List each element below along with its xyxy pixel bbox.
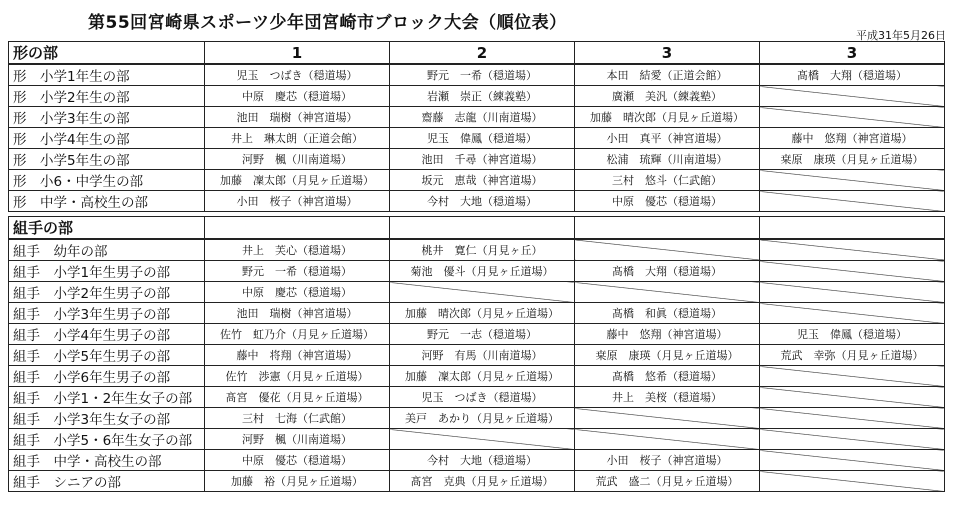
event-name: 組手 小学1・2年生女子の部: [9, 387, 205, 408]
result-cell: 髙橋 大翔（穏道場）: [760, 64, 945, 86]
table-row: [9, 387, 945, 408]
result-cell: 池田 千尋（神宮道場）: [390, 149, 575, 170]
results-table: [8, 41, 945, 492]
empty-result-cell: [760, 261, 945, 282]
result-cell: 加藤 凜太郎（月見ヶ丘道場）: [205, 170, 390, 191]
table-row: [9, 345, 945, 366]
result-cell: 藤中 悠翔（神宮道場）: [575, 324, 760, 345]
event-name: 形 小学5年生の部: [9, 149, 205, 170]
event-name: 組手 中学・高校生の部: [9, 450, 205, 471]
result-cell: 荒武 盛二（月見ヶ丘道場）: [575, 471, 760, 492]
result-cell: 池田 瑞樹（神宮道場）: [205, 107, 390, 128]
result-cell: 井上 芙心（穏道場）: [205, 239, 390, 261]
result-cell: 加藤 晴次郎（月見ヶ丘道場）: [390, 303, 575, 324]
empty-result-cell: [760, 170, 945, 191]
event-name: 形 小学1年生の部: [9, 64, 205, 86]
table-row: [9, 366, 945, 387]
result-cell: 野元 一志（穏道場）: [390, 324, 575, 345]
result-cell: 齋藤 志龍（川南道場）: [390, 107, 575, 128]
table-row: [9, 471, 945, 492]
empty-result-cell: [575, 408, 760, 429]
event-name: 組手 小学3年生男子の部: [9, 303, 205, 324]
table-row: [9, 239, 945, 261]
result-cell: 松浦 琉輝（川南道場）: [575, 149, 760, 170]
event-name: 形 小学2年生の部: [9, 86, 205, 107]
section-label-kumite: 組手の部: [9, 217, 205, 240]
event-name: 形 中学・高校生の部: [9, 191, 205, 212]
empty-result-cell: [390, 282, 575, 303]
kumite-header-row: [9, 217, 945, 240]
result-cell: 三村 七海（仁武館）: [205, 408, 390, 429]
event-name: 組手 小学5年生男子の部: [9, 345, 205, 366]
result-cell: 髙宮 優花（月見ヶ丘道場）: [205, 387, 390, 408]
empty-result-cell: [760, 450, 945, 471]
result-cell: 小田 桜子（神宮道場）: [205, 191, 390, 212]
result-cell: 中原 慶芯（穏道場）: [205, 86, 390, 107]
result-cell: 加藤 凜太郎（月見ヶ丘道場）: [390, 366, 575, 387]
table-row: [9, 303, 945, 324]
table-row: [9, 64, 945, 86]
result-cell: 髙橋 大翔（穏道場）: [575, 261, 760, 282]
table-row: [9, 450, 945, 471]
result-cell: 井上 琳太朗（正道会館）: [205, 128, 390, 149]
event-name: 組手 小学2年生男子の部: [9, 282, 205, 303]
result-cell: 池田 瑞樹（神宮道場）: [205, 303, 390, 324]
result-cell: 井上 美桜（穏道場）: [575, 387, 760, 408]
result-cell: 児玉 つばき（穏道場）: [390, 387, 575, 408]
empty-result-cell: [760, 387, 945, 408]
result-cell: 今村 大地（穏道場）: [390, 191, 575, 212]
table-row: [9, 128, 945, 149]
result-cell: 佐竹 虹乃介（月見ヶ丘道場）: [205, 324, 390, 345]
result-cell: 中原 優芯（穏道場）: [205, 450, 390, 471]
result-cell: 枽原 康瑛（月見ヶ丘道場）: [760, 149, 945, 170]
section-label-kata: 形の部: [9, 42, 205, 65]
result-cell: 坂元 恵哉（神宮道場）: [390, 170, 575, 191]
result-cell: 野元 一希（穏道場）: [390, 64, 575, 86]
result-cell: 小田 桜子（神宮道場）: [575, 450, 760, 471]
result-cell: 菊池 優斗（月見ヶ丘道場）: [390, 261, 575, 282]
result-cell: 河野 楓（川南道場）: [205, 429, 390, 450]
table-row: [9, 324, 945, 345]
event-name: 組手 小学6年生男子の部: [9, 366, 205, 387]
result-cell: 加藤 晴次郎（月見ヶ丘道場）: [575, 107, 760, 128]
event-name: 組手 小学1年生男子の部: [9, 261, 205, 282]
table-row: [9, 170, 945, 191]
event-name: 組手 小学3年生女子の部: [9, 408, 205, 429]
result-cell: 小田 真平（神宮道場）: [575, 128, 760, 149]
result-cell: 岩瀬 崇正（練義塾）: [390, 86, 575, 107]
result-cell: 枽原 康瑛（月見ヶ丘道場）: [575, 345, 760, 366]
rank-column-header: 3: [575, 42, 760, 65]
result-cell: 本田 結愛（正道会館）: [575, 64, 760, 86]
table-row: [9, 408, 945, 429]
result-cell: 佐竹 渉憲（月見ヶ丘道場）: [205, 366, 390, 387]
blank-header-cell: [760, 217, 945, 240]
document-title: 第55回宮崎県スポーツ少年団宮崎市ブロック大会（順位表）: [88, 13, 567, 33]
result-cell: 河野 有馬（川南道場）: [390, 345, 575, 366]
result-cell: 野元 一希（穏道場）: [205, 261, 390, 282]
result-cell: 三村 悠斗（仁武館）: [575, 170, 760, 191]
empty-result-cell: [760, 239, 945, 261]
rank-column-header: 3: [760, 42, 945, 65]
blank-header-cell: [575, 217, 760, 240]
result-cell: 髙橋 悠希（穏道場）: [575, 366, 760, 387]
result-cell: 藤中 悠翔（神宮道場）: [760, 128, 945, 149]
result-cell: 児玉 つばき（穏道場）: [205, 64, 390, 86]
result-cell: 髙宮 克典（月見ヶ丘道場）: [390, 471, 575, 492]
empty-result-cell: [575, 429, 760, 450]
rank-column-header: 2: [390, 42, 575, 65]
empty-result-cell: [760, 191, 945, 212]
event-name: 形 小学3年生の部: [9, 107, 205, 128]
empty-result-cell: [760, 408, 945, 429]
event-name: 形 小6・中学生の部: [9, 170, 205, 191]
blank-header-cell: [390, 217, 575, 240]
rank-column-header: 1: [205, 42, 390, 65]
result-cell: 荒武 幸弥（月見ヶ丘道場）: [760, 345, 945, 366]
table-row: [9, 191, 945, 212]
empty-result-cell: [760, 471, 945, 492]
empty-result-cell: [760, 86, 945, 107]
event-name: 組手 シニアの部: [9, 471, 205, 492]
table-row: [9, 282, 945, 303]
result-cell: 児玉 偉鳳（穏道場）: [760, 324, 945, 345]
empty-result-cell: [760, 366, 945, 387]
empty-result-cell: [575, 282, 760, 303]
empty-result-cell: [390, 429, 575, 450]
empty-result-cell: [760, 303, 945, 324]
table-row: [9, 261, 945, 282]
table-row: [9, 86, 945, 107]
result-cell: 廣瀬 美汎（練義塾）: [575, 86, 760, 107]
result-cell: 美戸 あかり（月見ヶ丘道場）: [390, 408, 575, 429]
kata-header-row: [9, 42, 945, 65]
result-cell: 桃井 寛仁（月見ヶ丘）: [390, 239, 575, 261]
result-cell: 藤中 将翔（神宮道場）: [205, 345, 390, 366]
result-cell: 加藤 裕（月見ヶ丘道場）: [205, 471, 390, 492]
event-name: 形 小学4年生の部: [9, 128, 205, 149]
result-cell: 中原 慶芯（穏道場）: [205, 282, 390, 303]
empty-result-cell: [760, 282, 945, 303]
result-cell: 髙橋 和眞（穏道場）: [575, 303, 760, 324]
result-cell: 河野 楓（川南道場）: [205, 149, 390, 170]
event-name: 組手 幼年の部: [9, 239, 205, 261]
empty-result-cell: [760, 429, 945, 450]
result-cell: 児玉 偉鳳（穏道場）: [390, 128, 575, 149]
event-name: 組手 小学4年生男子の部: [9, 324, 205, 345]
result-cell: 中原 優芯（穏道場）: [575, 191, 760, 212]
document-date: 平成31年5月26日: [856, 29, 946, 42]
empty-result-cell: [760, 107, 945, 128]
blank-header-cell: [205, 217, 390, 240]
empty-result-cell: [575, 239, 760, 261]
table-row: [9, 107, 945, 128]
table-row: [9, 429, 945, 450]
table-row: [9, 149, 945, 170]
result-cell: 今村 大地（穏道場）: [390, 450, 575, 471]
event-name: 組手 小学5・6年生女子の部: [9, 429, 205, 450]
